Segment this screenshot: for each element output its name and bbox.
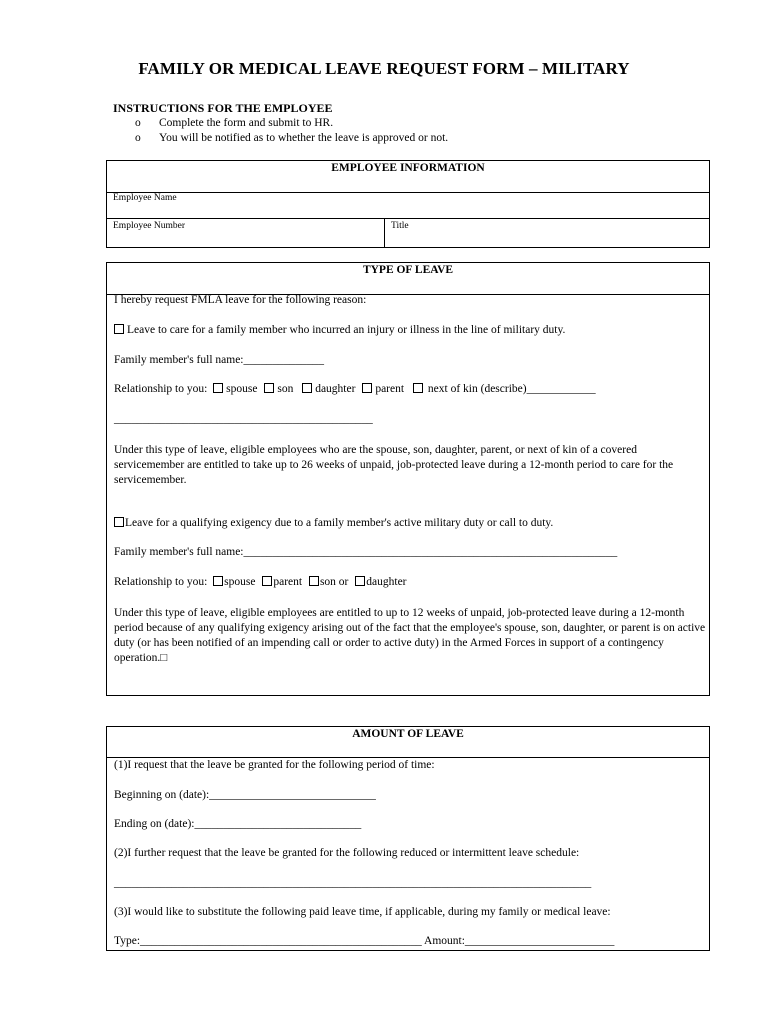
option-exigency [114, 517, 553, 529]
intermittent-request-text: (2)I further request that the leave be granted for the following reduced or intermittent leave schedule: [114, 847, 580, 859]
spouse-checkbox[interactable] [213, 383, 223, 393]
son-label-2: son or [319, 576, 349, 588]
son-checkbox-2[interactable] [309, 576, 319, 586]
next-of-kin-checkbox[interactable] [413, 383, 423, 393]
title-label: Title [391, 221, 409, 231]
parent-label-2: parent [273, 576, 303, 588]
daughter-label: daughter [315, 383, 356, 395]
instructions-heading: INSTRUCTIONS FOR THE EMPLOYEE [113, 101, 333, 115]
option-military-injury [114, 324, 565, 336]
relationship-label: Relationship to you: [114, 383, 208, 395]
spouse-checkbox-2[interactable] [213, 576, 223, 586]
option-exigency-label: Leave for a qualifying exigency due to a family member's active military duty or call to duty. [125, 517, 554, 529]
military-injury-checkbox[interactable] [114, 324, 124, 334]
option-military-injury-label: Leave to care for a family member who incurred an injury or illness in the line of military duty. [127, 324, 566, 336]
daughter-checkbox[interactable] [302, 383, 312, 393]
son-checkbox[interactable] [264, 383, 274, 393]
parent-label: parent [375, 383, 405, 395]
fmla-intro: I hereby request FMLA leave for the following reason: [114, 294, 367, 306]
title-field[interactable] [385, 219, 709, 247]
spouse-label: spouse [226, 383, 258, 395]
instruction-text: You will be notified as to whether the leave is approved or not. [159, 132, 449, 144]
instruction-item [135, 132, 448, 144]
relationship-label: Relationship to you: [114, 576, 208, 588]
son-label: son [277, 383, 294, 395]
family-member-name-field-2[interactable]: Family member's full name:_________________________________________________________________ [114, 546, 618, 558]
exigency-checkbox[interactable] [114, 517, 124, 527]
daughter-label-2: daughter [366, 576, 407, 588]
family-member-name-field[interactable]: Family member's full name:______________ [114, 354, 325, 366]
instruction-text: Complete the form and submit to HR. [159, 117, 334, 129]
form-title: FAMILY OR MEDICAL LEAVE REQUEST FORM – MILITARY [138, 59, 630, 78]
exigency-leave-explanation: Under this type of leave, eligible employees are entitled to up to 12 weeks of unpaid, job-protected leave during a 12-month period because of any qualifying exigency arising out of the fact that the employee's spouse, son, daughter, or parent is on active duty (or has been notified of an impending call or order to active duty) in the Armed Forces in support of a contingency operation.□ [114, 607, 706, 664]
beginning-date-field[interactable]: Beginning on (date):_____________________________ [114, 789, 376, 801]
kin-description-field[interactable]: _____________________________________________ [114, 413, 373, 425]
daughter-checkbox-2[interactable] [355, 576, 365, 586]
employee-number-label: Employee Number [113, 221, 186, 231]
bullet-icon: o [135, 117, 141, 129]
parent-checkbox[interactable] [362, 383, 372, 393]
intermittent-schedule-field[interactable]: ___________________________________________________________________________________ [114, 877, 592, 889]
spouse-label-2: spouse [224, 576, 256, 588]
care-leave-explanation: Under this type of leave, eligible employees who are the spouse, son, daughter, parent, or next of kin of a covered servicemember are entitled to take up to 26 weeks of unpaid, job-protected leave during a 12-month period to care for the servicemember. [114, 444, 674, 486]
relationship-row-2 [114, 576, 407, 588]
amount-of-leave-heading: AMOUNT OF LEAVE [107, 727, 709, 758]
parent-checkbox-2[interactable] [262, 576, 272, 586]
employee-name-field[interactable] [107, 192, 709, 219]
employee-information-section [106, 160, 710, 248]
amount-of-leave-section [106, 726, 710, 951]
period-request-text: (1)I request that the leave be granted for the following period of time: [114, 759, 435, 771]
type-of-leave-heading: TYPE OF LEAVE [107, 263, 709, 295]
employee-information-heading: EMPLOYEE INFORMATION [107, 161, 709, 193]
relationship-row [114, 383, 596, 395]
employee-name-label: Employee Name [113, 193, 177, 203]
next-of-kin-label: next of kin (describe)____________ [427, 383, 596, 395]
type-of-leave-section [106, 262, 710, 696]
employee-number-field[interactable] [107, 219, 385, 247]
type-amount-fields[interactable]: Type:_________________________________________________ Amount:__________________________ [114, 935, 615, 947]
bullet-icon: o [135, 132, 141, 144]
ending-date-field[interactable]: Ending on (date):_____________________________ [114, 818, 362, 830]
instruction-item [135, 117, 333, 129]
paid-leave-substitution-text: (3)I would like to substitute the following paid leave time, if applicable, during my family or medical leave: [114, 906, 611, 918]
